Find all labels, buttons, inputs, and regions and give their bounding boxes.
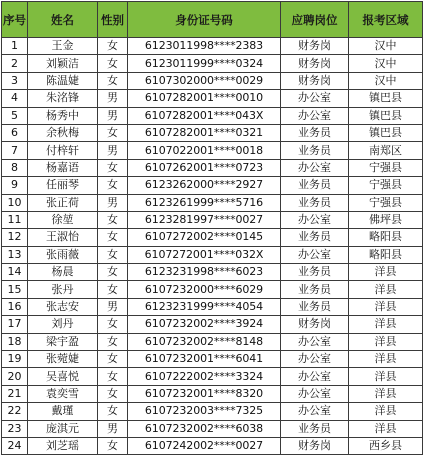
cell-region: 宁强县 <box>349 194 423 211</box>
applicant-table <box>1 1 423 455</box>
cell-position: 办公室 <box>281 211 349 228</box>
table-row <box>2 298 423 315</box>
cell-id-number: 6123231999****4054 <box>128 298 281 315</box>
cell-seq: 1 <box>2 38 28 55</box>
table-row <box>2 420 423 437</box>
header-id-number: 身份证号码 <box>128 2 281 38</box>
table-row <box>2 264 423 281</box>
cell-id-number: 6123262000****2927 <box>128 177 281 194</box>
cell-region: 略阳县 <box>349 229 423 246</box>
cell-seq: 23 <box>2 420 28 437</box>
table-row <box>2 229 423 246</box>
cell-name: 杨秀中 <box>28 107 98 124</box>
cell-gender: 男 <box>98 298 128 315</box>
cell-id-number: 6107232002****8148 <box>128 333 281 350</box>
header-gender: 性别 <box>98 2 128 38</box>
cell-name: 王金 <box>28 38 98 55</box>
cell-name: 付梓轩 <box>28 142 98 159</box>
cell-gender: 女 <box>98 229 128 246</box>
cell-gender: 男 <box>98 107 128 124</box>
cell-name: 任丽琴 <box>28 177 98 194</box>
cell-seq: 7 <box>2 142 28 159</box>
cell-position: 办公室 <box>281 385 349 402</box>
table-row <box>2 403 423 420</box>
cell-id-number: 6107302000****0029 <box>128 72 281 89</box>
cell-position: 财务岗 <box>281 437 349 454</box>
cell-seq: 5 <box>2 107 28 124</box>
cell-name: 王淑怡 <box>28 229 98 246</box>
cell-position: 财务岗 <box>281 55 349 72</box>
cell-name: 张志安 <box>28 298 98 315</box>
table-row <box>2 142 423 159</box>
cell-seq: 24 <box>2 437 28 454</box>
cell-region: 略阳县 <box>349 246 423 263</box>
table-row <box>2 211 423 228</box>
cell-position: 财务岗 <box>281 316 349 333</box>
cell-id-number: 6107232000****6029 <box>128 281 281 298</box>
cell-seq: 8 <box>2 159 28 176</box>
cell-position: 业务员 <box>281 229 349 246</box>
header-region: 报考区域 <box>349 2 423 38</box>
cell-position: 办公室 <box>281 351 349 368</box>
cell-name: 张雨薇 <box>28 246 98 263</box>
cell-gender: 女 <box>98 55 128 72</box>
cell-position: 办公室 <box>281 107 349 124</box>
header-row <box>2 2 423 38</box>
table-row <box>2 177 423 194</box>
cell-position: 业务员 <box>281 194 349 211</box>
cell-id-number: 6107222002****3324 <box>128 368 281 385</box>
cell-region: 洋县 <box>349 420 423 437</box>
cell-gender: 女 <box>98 159 128 176</box>
cell-region: 宁强县 <box>349 177 423 194</box>
cell-id-number: 6107272002****0145 <box>128 229 281 246</box>
cell-id-number: 6123231998****6023 <box>128 264 281 281</box>
cell-name: 张正荷 <box>28 194 98 211</box>
cell-name: 张丹 <box>28 281 98 298</box>
cell-gender: 女 <box>98 264 128 281</box>
cell-gender: 男 <box>98 142 128 159</box>
cell-gender: 女 <box>98 211 128 228</box>
table-row <box>2 38 423 55</box>
cell-region: 镇巴县 <box>349 107 423 124</box>
cell-id-number: 6123011999****0324 <box>128 55 281 72</box>
cell-gender: 女 <box>98 246 128 263</box>
table-row <box>2 55 423 72</box>
table-row <box>2 351 423 368</box>
table-row <box>2 107 423 124</box>
cell-region: 洋县 <box>349 316 423 333</box>
header-name: 姓名 <box>28 2 98 38</box>
cell-gender: 女 <box>98 437 128 454</box>
cell-seq: 12 <box>2 229 28 246</box>
cell-seq: 15 <box>2 281 28 298</box>
cell-region: 洋县 <box>349 281 423 298</box>
cell-id-number: 6107232002****6038 <box>128 420 281 437</box>
cell-seq: 14 <box>2 264 28 281</box>
cell-name: 吴喜悦 <box>28 368 98 385</box>
cell-name: 杨嘉语 <box>28 159 98 176</box>
cell-name: 张菀婕 <box>28 351 98 368</box>
cell-region: 西乡县 <box>349 437 423 454</box>
cell-region: 宁强县 <box>349 159 423 176</box>
header-seq: 序号 <box>2 2 28 38</box>
cell-region: 洋县 <box>349 368 423 385</box>
cell-name: 袁奕雪 <box>28 385 98 402</box>
table-header <box>2 2 423 38</box>
cell-region: 汉中 <box>349 38 423 55</box>
cell-name: 刘颖洁 <box>28 55 98 72</box>
cell-gender: 女 <box>98 351 128 368</box>
cell-position: 业务员 <box>281 298 349 315</box>
table-row <box>2 194 423 211</box>
cell-id-number: 6107232002****3924 <box>128 316 281 333</box>
cell-gender: 男 <box>98 420 128 437</box>
cell-name: 戴瑾 <box>28 403 98 420</box>
cell-position: 办公室 <box>281 403 349 420</box>
cell-seq: 18 <box>2 333 28 350</box>
cell-gender: 女 <box>98 403 128 420</box>
cell-seq: 19 <box>2 351 28 368</box>
cell-position: 办公室 <box>281 159 349 176</box>
cell-gender: 女 <box>98 316 128 333</box>
cell-gender: 男 <box>98 194 128 211</box>
cell-seq: 21 <box>2 385 28 402</box>
cell-position: 办公室 <box>281 333 349 350</box>
cell-id-number: 6123261999****5716 <box>128 194 281 211</box>
cell-id-number: 6107232003****7325 <box>128 403 281 420</box>
cell-seq: 16 <box>2 298 28 315</box>
cell-seq: 3 <box>2 72 28 89</box>
cell-name: 杨晨 <box>28 264 98 281</box>
cell-position: 业务员 <box>281 124 349 141</box>
header-position: 应聘岗位 <box>281 2 349 38</box>
table-row <box>2 124 423 141</box>
cell-position: 办公室 <box>281 368 349 385</box>
cell-region: 洋县 <box>349 351 423 368</box>
table-row <box>2 159 423 176</box>
cell-region: 洋县 <box>349 385 423 402</box>
cell-position: 财务岗 <box>281 72 349 89</box>
cell-region: 洋县 <box>349 403 423 420</box>
cell-seq: 20 <box>2 368 28 385</box>
cell-position: 业务员 <box>281 142 349 159</box>
cell-position: 业务员 <box>281 264 349 281</box>
cell-id-number: 6107232001****8320 <box>128 385 281 402</box>
cell-name: 梁宇盈 <box>28 333 98 350</box>
cell-gender: 女 <box>98 385 128 402</box>
cell-seq: 6 <box>2 124 28 141</box>
cell-region: 汉中 <box>349 72 423 89</box>
cell-seq: 2 <box>2 55 28 72</box>
cell-gender: 女 <box>98 281 128 298</box>
cell-id-number: 6123281997****0027 <box>128 211 281 228</box>
cell-name: 陈温婕 <box>28 72 98 89</box>
table-row <box>2 281 423 298</box>
cell-gender: 女 <box>98 38 128 55</box>
table-row <box>2 246 423 263</box>
cell-gender: 女 <box>98 177 128 194</box>
table-row <box>2 368 423 385</box>
table-body <box>2 38 423 455</box>
cell-id-number: 6107242002****0027 <box>128 437 281 454</box>
cell-id-number: 6123011998****2383 <box>128 38 281 55</box>
cell-region: 佛坪县 <box>349 211 423 228</box>
cell-id-number: 6107282001****043X <box>128 107 281 124</box>
cell-id-number: 6107262001****0723 <box>128 159 281 176</box>
cell-position: 财务岗 <box>281 38 349 55</box>
cell-id-number: 6107282001****0321 <box>128 124 281 141</box>
cell-seq: 17 <box>2 316 28 333</box>
cell-gender: 男 <box>98 90 128 107</box>
table-row <box>2 316 423 333</box>
cell-region: 洋县 <box>349 298 423 315</box>
cell-region: 洋县 <box>349 264 423 281</box>
cell-name: 余秋梅 <box>28 124 98 141</box>
cell-position: 业务员 <box>281 177 349 194</box>
cell-region: 洋县 <box>349 333 423 350</box>
cell-id-number: 6107232001****6041 <box>128 351 281 368</box>
table-row <box>2 385 423 402</box>
cell-gender: 女 <box>98 72 128 89</box>
cell-region: 镇巴县 <box>349 90 423 107</box>
cell-name: 庞淇元 <box>28 420 98 437</box>
cell-position: 办公室 <box>281 90 349 107</box>
cell-seq: 4 <box>2 90 28 107</box>
cell-name: 徐堃 <box>28 211 98 228</box>
table-row <box>2 437 423 454</box>
cell-seq: 11 <box>2 211 28 228</box>
cell-name: 朱洺锋 <box>28 90 98 107</box>
cell-gender: 女 <box>98 124 128 141</box>
cell-position: 办公室 <box>281 246 349 263</box>
table-row <box>2 72 423 89</box>
cell-position: 业务员 <box>281 281 349 298</box>
cell-region: 汉中 <box>349 55 423 72</box>
cell-id-number: 6107282001****0010 <box>128 90 281 107</box>
cell-region: 镇巴县 <box>349 124 423 141</box>
cell-seq: 13 <box>2 246 28 263</box>
cell-gender: 女 <box>98 368 128 385</box>
cell-seq: 22 <box>2 403 28 420</box>
table-row <box>2 333 423 350</box>
cell-name: 刘丹 <box>28 316 98 333</box>
cell-id-number: 6107272001****032X <box>128 246 281 263</box>
cell-name: 刘芝瑶 <box>28 437 98 454</box>
table-row <box>2 90 423 107</box>
cell-position: 业务员 <box>281 420 349 437</box>
cell-gender: 女 <box>98 333 128 350</box>
cell-region: 南郑区 <box>349 142 423 159</box>
cell-seq: 9 <box>2 177 28 194</box>
cell-seq: 10 <box>2 194 28 211</box>
cell-id-number: 6107022001****0018 <box>128 142 281 159</box>
